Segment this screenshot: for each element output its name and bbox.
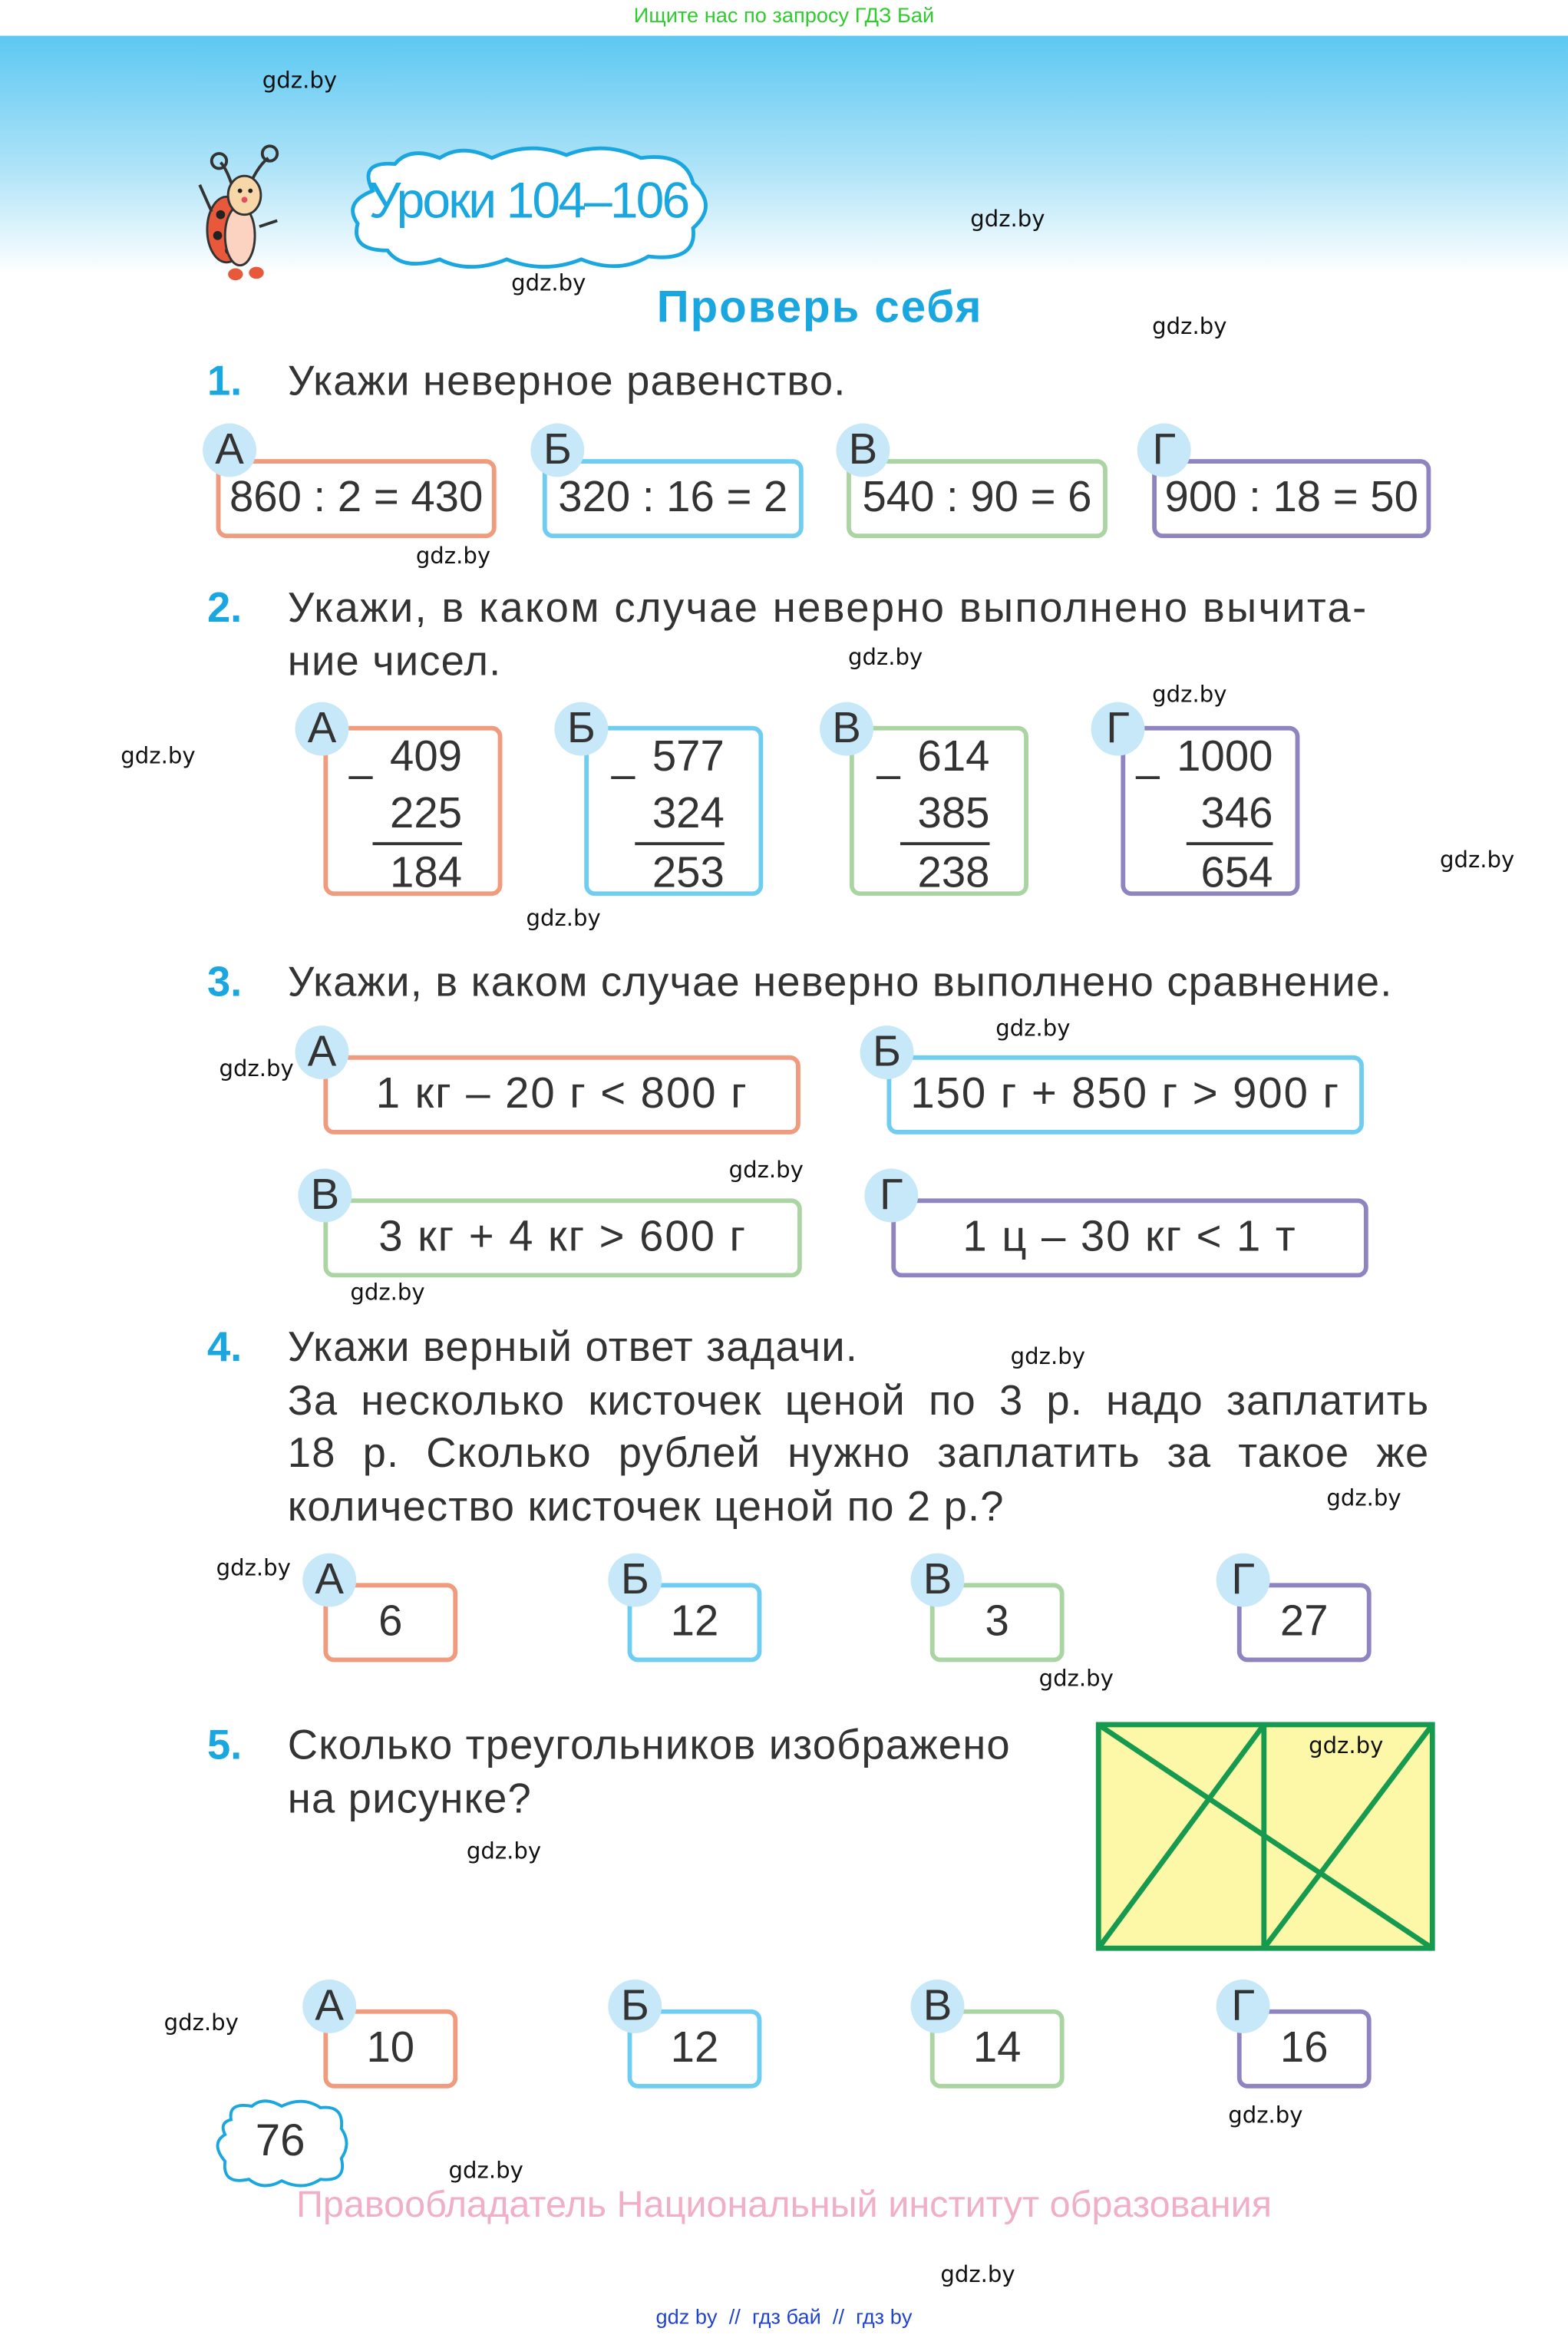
- watermark: gdz.by: [728, 1156, 804, 1184]
- question-number: 2.: [206, 584, 243, 631]
- option-text: 1 ц – 30 кг < 1 т: [962, 1213, 1297, 1261]
- triangles-figure: [1095, 1722, 1435, 1951]
- option-text: 900 : 18 = 50: [1164, 474, 1418, 522]
- watermark: gdz.by: [1439, 847, 1515, 874]
- option-badge: А: [295, 1025, 349, 1079]
- option-text: 6: [378, 1597, 403, 1646]
- option-badge: Г: [1137, 424, 1191, 477]
- watermark: gdz.by: [1152, 312, 1227, 340]
- option-badge: А: [302, 1980, 356, 2033]
- watermark: gdz.by: [219, 1055, 294, 1082]
- watermark: gdz.by: [262, 67, 338, 94]
- ladybug-mascot-icon: [191, 140, 303, 282]
- copyright-notice: Правообладатель Национальный институт образования: [295, 2184, 1273, 2226]
- option-badge: Г: [864, 1169, 918, 1223]
- question-text: количество кисточек ценой по 2 р.?: [287, 1483, 1005, 1530]
- watermark: gdz.by: [415, 542, 491, 570]
- watermark: gdz.by: [1309, 1732, 1384, 1759]
- option-text: 150 г + 850 г > 900 г: [910, 1070, 1341, 1118]
- watermark: gdz.by: [120, 742, 196, 770]
- option-text: 10: [366, 2024, 415, 2072]
- watermark: gdz.by: [995, 1015, 1071, 1042]
- subtraction-column: 409 225 184: [373, 729, 463, 902]
- question-number: 1.: [206, 358, 243, 405]
- subtraction-column: 1000 346 654: [1177, 733, 1273, 898]
- option-text: 3: [985, 1597, 1009, 1646]
- answer-option-g[interactable]: [891, 1198, 1368, 1277]
- option-badge: Б: [608, 1980, 662, 2033]
- subtraction-column: 577 324 253: [635, 729, 725, 902]
- watermark: gdz.by: [970, 205, 1045, 233]
- watermark: gdz.by: [940, 2261, 1015, 2288]
- question-text: ние чисел.: [287, 638, 502, 685]
- option-text: 12: [670, 1597, 719, 1646]
- minus-sign: –: [611, 751, 635, 799]
- watermark: gdz.by: [1326, 1484, 1401, 1512]
- answer-option-g[interactable]: [1152, 459, 1431, 538]
- option-badge: В: [911, 1554, 965, 1607]
- option-text: 14: [972, 2024, 1022, 2072]
- minus-sign: –: [876, 751, 901, 799]
- question-number: 4.: [206, 1323, 243, 1370]
- page-number: 76: [255, 2116, 305, 2166]
- option-badge: Б: [860, 1025, 914, 1079]
- option-text: 1 кг – 20 г < 800 г: [375, 1070, 748, 1118]
- watermark: gdz.by: [526, 904, 601, 932]
- option-text: 540 : 90 = 6: [862, 474, 1092, 522]
- watermark: gdz.by: [466, 1838, 542, 1865]
- answer-option-a[interactable]: [216, 459, 497, 538]
- option-badge: А: [295, 702, 349, 756]
- option-badge: В: [820, 702, 873, 756]
- answer-option-a[interactable]: [323, 1055, 800, 1134]
- question-number: 5.: [206, 1722, 243, 1768]
- watermark: gdz.by: [216, 1554, 291, 1582]
- question-text: Укажи, в каком случае неверно выполнено вычита-: [287, 584, 1368, 631]
- question-text: на рисунке?: [287, 1775, 532, 1822]
- watermark: gdz.by: [847, 643, 923, 671]
- watermark: gdz.by: [350, 1279, 425, 1306]
- answer-option-v[interactable]: [847, 459, 1108, 538]
- question-text: Укажи неверное равенство.: [287, 358, 847, 405]
- option-badge: Б: [608, 1554, 662, 1607]
- option-badge: Г: [1216, 1554, 1270, 1607]
- watermark: gdz.by: [163, 2009, 239, 2036]
- lesson-title: Уроки 104–106: [368, 173, 688, 230]
- question-text: Укажи верный ответ задачи.: [287, 1323, 859, 1370]
- option-text: 860 : 2 = 430: [229, 474, 484, 522]
- question-text: Укажи, в каком случае неверно выполнено сравнение.: [287, 958, 1393, 1005]
- watermark: gdz.by: [1152, 681, 1227, 708]
- answer-option-b[interactable]: [543, 459, 804, 538]
- question-text: За несколько кисточек ценой по 3 р. надо заплатить: [287, 1377, 1430, 1424]
- section-title: Проверь себя: [656, 282, 983, 333]
- question-text: 18 р. Сколько рублей нужно заплатить за такое же: [287, 1429, 1430, 1476]
- minus-sign: –: [348, 751, 373, 799]
- option-text: 3 кг + 4 кг > 600 г: [378, 1213, 747, 1261]
- answer-option-b[interactable]: [886, 1055, 1363, 1134]
- option-badge: Г: [1091, 702, 1145, 756]
- option-text: 320 : 16 = 2: [558, 474, 788, 522]
- minus-sign: –: [1135, 751, 1160, 799]
- watermark: gdz.by: [511, 269, 586, 297]
- option-badge: Г: [1216, 1980, 1270, 2033]
- option-badge: В: [298, 1169, 352, 1223]
- option-text: 16: [1279, 2024, 1329, 2072]
- search-banner[interactable]: Ищите нас по запросу ГДЗ Бай: [633, 2, 935, 27]
- option-badge: Б: [554, 702, 608, 756]
- option-badge: В: [836, 424, 890, 477]
- watermark: gdz.by: [1228, 2102, 1303, 2129]
- watermark: gdz.by: [1038, 1665, 1114, 1692]
- option-badge: Б: [530, 424, 584, 477]
- option-badge: В: [911, 1980, 965, 2033]
- option-text: 12: [670, 2024, 719, 2072]
- watermark: gdz.by: [1010, 1342, 1085, 1370]
- option-badge: А: [203, 424, 256, 477]
- option-text: 27: [1279, 1597, 1329, 1646]
- answer-option-v[interactable]: [323, 1198, 801, 1277]
- question-text: Сколько треугольников изображено: [287, 1722, 1011, 1768]
- watermark: gdz.by: [448, 2157, 523, 2184]
- question-number: 3.: [206, 958, 243, 1005]
- option-badge: А: [302, 1554, 356, 1607]
- footer-links[interactable]: gdz by // гдз бай // гдз by: [655, 2304, 913, 2329]
- subtraction-column: 614 385 238: [900, 729, 990, 902]
